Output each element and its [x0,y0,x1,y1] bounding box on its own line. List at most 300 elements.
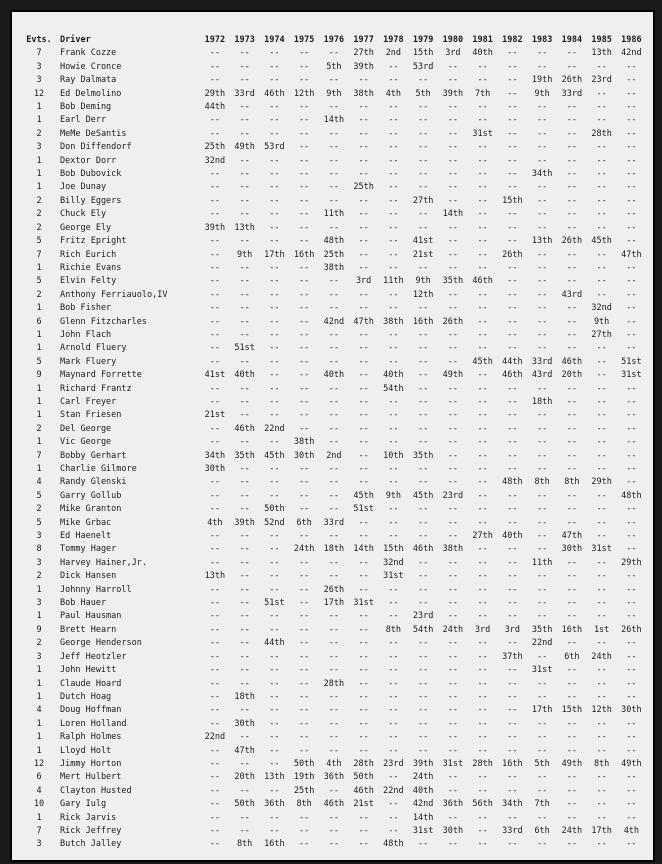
finish-cell: -- [418,303,429,314]
finish-cell: 17th [323,598,345,609]
events-cell: 3 [36,531,42,542]
finish-cell: -- [596,209,607,220]
finish-cell: -- [477,396,488,407]
finish-cell: -- [447,745,458,756]
finish-cell: -- [209,262,220,273]
finish-cell: -- [358,745,369,756]
finish-cell: 9th [415,276,431,287]
finish-cell: -- [447,464,458,474]
events-cell: 5 [36,517,42,528]
driver-name-cell: Rick Jarvis [60,812,117,823]
driver-name-cell: Loren Holland [60,718,127,729]
finish-cell: -- [477,464,488,474]
finish-cell: -- [269,825,280,836]
finish-cell: -- [239,544,250,555]
finish-cell: 30th [234,718,255,729]
finish-cell: -- [537,329,548,340]
header-year: 1974 [264,35,285,45]
finish-cell: -- [596,182,607,193]
finish-cell: -- [626,839,637,850]
finish-cell: 52nd [264,517,285,528]
table-row [22,731,646,744]
finish-cell: -- [388,504,399,515]
finish-cell: -- [507,48,518,59]
finish-cell: -- [537,222,548,233]
table-row [22,222,646,235]
finish-cell: -- [447,718,458,729]
finish-cell: 15th [502,195,523,206]
finish-cell: 9th [385,490,402,501]
finish-cell: -- [209,48,220,59]
finish-cell: -- [418,531,429,542]
header-year: 1983 [531,35,553,45]
driver-name-cell: John Flach [60,329,112,340]
finish-cell: -- [269,209,280,220]
finish-cell: -- [299,169,310,180]
driver-name-cell: Billy Eggers [60,195,122,206]
finish-cell: -- [477,410,488,421]
finish-cell: -- [299,182,310,193]
finish-cell: -- [209,584,220,595]
driver-name-cell: Jimmy Horton [60,758,122,769]
finish-cell: -- [299,61,310,72]
finish-cell: 8th [296,799,312,810]
table-row [22,409,646,422]
finish-cell: -- [269,195,280,206]
finish-cell: -- [239,410,250,421]
finish-cell: -- [477,289,488,300]
finish-cell: -- [388,155,399,166]
finish-cell: -- [566,169,577,180]
finish-cell: -- [418,732,429,743]
finish-cell: -- [537,691,548,702]
finish-cell: -- [418,423,429,434]
finish-cell: -- [328,423,339,434]
finish-cell: -- [447,102,458,113]
driver-name-cell: Mark Fluery [60,356,117,367]
finish-cell: -- [388,356,399,367]
finish-cell: -- [388,745,399,756]
events-cell: 1 [36,691,42,702]
finish-cell: 22nd [383,785,404,796]
finish-cell: -- [209,705,220,716]
finish-cell: -- [239,624,250,635]
finish-cell: -- [507,343,518,354]
finish-cell: 13th [234,222,255,233]
finish-cell: -- [239,182,250,193]
finish-cell: -- [566,262,577,273]
finish-cell: -- [388,329,399,340]
finish-cell: -- [239,571,250,582]
finish-cell: -- [269,718,280,729]
table-row [22,624,646,637]
finish-cell: -- [626,343,637,354]
finish-cell: -- [566,638,577,649]
finish-cell: -- [626,785,637,796]
finish-cell: -- [358,410,369,421]
header-year: 1986 [621,35,642,45]
driver-name-cell: Stan Friesen [60,410,122,421]
header-year: 1982 [502,35,523,45]
finish-cell: 13th [531,236,553,247]
finish-cell: -- [239,611,250,622]
events-cell: 3 [36,142,42,153]
table-row [22,476,646,489]
table-row [22,597,646,610]
finish-cell: 40th [502,531,523,542]
finish-cell: 23rd [442,490,464,501]
finish-cell: -- [596,665,607,676]
finish-cell: 41st [204,370,226,381]
finish-cell: 7th [474,88,491,99]
finish-cell: 4th [385,88,402,99]
finish-cell: -- [447,115,458,126]
finish-cell: -- [626,396,637,407]
finish-cell: 1st [593,624,610,635]
finish-cell: 20th [561,370,583,381]
finish-cell: -- [447,477,458,488]
finish-cell: -- [596,410,607,421]
finish-cell: -- [626,691,637,702]
finish-cell: -- [388,772,399,783]
finish-cell: -- [447,142,458,153]
finish-cell: -- [447,665,458,676]
events-cell: 3 [36,598,42,609]
finish-cell: -- [418,839,429,850]
finish-cell: -- [596,584,607,595]
finish-cell: 49th [234,142,255,153]
finish-cell: 50th [353,772,374,783]
finish-cell: -- [328,343,339,354]
finish-cell: -- [447,584,458,595]
finish-cell: -- [596,343,607,354]
finish-cell: -- [269,785,280,796]
finish-cell: -- [328,195,339,206]
finish-cell: -- [566,437,577,448]
finish-cell: -- [299,705,310,716]
finish-cell: 19th [293,772,315,783]
finish-cell: 22nd [531,638,553,649]
finish-cell: -- [269,490,280,501]
finish-cell: 24th [591,651,612,662]
finish-cell: -- [269,464,280,474]
driver-name-cell: Chuck Ely [60,209,107,220]
table-row [22,436,646,449]
table-row [22,128,646,141]
finish-cell: 47th [353,316,374,327]
finish-cell: -- [566,102,577,113]
table-row [22,101,646,114]
finish-cell: -- [299,651,310,662]
events-cell: 3 [36,61,42,72]
finish-cell: -- [358,383,369,394]
finish-cell: -- [299,839,310,850]
finish-cell: -- [507,611,518,622]
finish-cell: -- [507,75,518,86]
finish-cell: -- [239,477,250,488]
finish-cell: -- [596,88,607,99]
driver-name-cell: Bob Dubovick [60,169,122,180]
events-cell: 2 [36,209,42,220]
finish-cell: 46th [502,370,523,381]
table-row [22,155,646,168]
events-cell: 1 [36,396,42,407]
finish-cell: -- [477,329,488,340]
finish-cell: -- [447,396,458,407]
finish-cell: -- [388,678,399,689]
table-row [22,47,646,60]
table-row [22,543,646,556]
driver-name-cell: Johnny Harroll [60,584,132,595]
finish-cell: -- [566,329,577,340]
finish-cell: -- [507,329,518,340]
finish-cell: 8th [236,839,253,850]
finish-cell: 38th [383,316,404,327]
finish-cell: -- [388,142,399,153]
finish-cell: -- [447,678,458,689]
finish-cell: -- [418,182,429,193]
finish-cell: -- [239,128,250,139]
finish-cell: -- [209,477,220,488]
header-year: 1972 [204,35,226,45]
finish-cell: -- [328,155,339,166]
finish-cell: -- [447,169,458,180]
events-cell: 10 [33,799,45,810]
finish-cell: -- [239,705,250,716]
finish-cell: -- [477,678,488,689]
finish-cell: -- [269,383,280,394]
driver-name-cell: Tommy Hager [60,544,117,555]
finish-cell: -- [626,437,637,448]
events-cell: 7 [36,825,42,836]
finish-cell: -- [626,638,637,649]
finish-cell: 50th [264,504,285,515]
driver-name-cell: Richard Frantz [60,383,132,394]
finish-cell: -- [566,450,577,461]
finish-cell: 26th [442,316,464,327]
finish-cell: 6th [534,825,550,836]
driver-name-cell: Dick Hansen [60,571,117,582]
finish-cell: -- [566,195,577,206]
events-cell: 1 [36,155,42,166]
finish-cell: -- [596,638,607,649]
finish-cell: -- [299,410,310,421]
finish-cell: -- [239,504,250,515]
finish-cell: -- [328,464,339,474]
finish-cell: 26th [561,236,583,247]
table-row [22,637,646,650]
finish-cell: -- [239,665,250,676]
finish-cell: -- [447,437,458,448]
finish-cell: -- [477,732,488,743]
finish-cell: -- [328,396,339,407]
driver-name-cell: Dextor Dorr [60,155,117,166]
finish-cell: -- [537,303,548,314]
finish-cell: -- [418,665,429,676]
finish-cell: -- [299,691,310,702]
finish-cell: 31st [412,825,434,836]
finish-cell: -- [566,665,577,676]
finish-cell: -- [418,329,429,340]
finish-cell: 24th [412,772,434,783]
finish-cell: 49th [561,758,583,769]
driver-name-cell: Garry Gollub [60,490,122,501]
finish-cell: -- [269,102,280,113]
finish-cell: -- [328,356,339,367]
finish-cell: -- [299,611,310,622]
finish-cell: -- [269,651,280,662]
finish-cell: -- [358,370,369,381]
finish-cell: -- [299,396,310,407]
finish-cell: -- [596,718,607,729]
finish-cell: -- [596,396,607,407]
table-row [22,369,646,382]
finish-cell: -- [596,195,607,206]
finish-cell: 50th [234,799,255,810]
finish-cell: 31st [531,665,553,676]
finish-cell: -- [239,557,250,568]
events-cell: 1 [36,169,42,180]
finish-cell: 13th [264,772,285,783]
finish-cell: -- [626,464,637,474]
finish-cell: -- [626,75,637,86]
finish-cell: -- [537,209,548,220]
finish-cell: 3rd [474,624,491,635]
finish-cell: -- [418,356,429,367]
finish-cell: -- [209,691,220,702]
finish-cell: 48th [502,477,523,488]
table-row [22,195,646,208]
table-header-row [22,34,646,47]
finish-cell: -- [626,209,637,220]
finish-cell: -- [299,598,310,609]
driver-name-cell: Don Diffendorf [60,142,132,153]
finish-cell: -- [507,732,518,743]
header-year: 1976 [323,35,345,45]
finish-cell: -- [507,437,518,448]
finish-cell: -- [537,316,548,327]
finish-cell: -- [209,182,220,193]
events-cell: 2 [36,423,42,434]
finish-cell: 28th [591,128,612,139]
finish-cell: -- [299,155,310,166]
finish-cell: -- [388,61,399,72]
finish-cell: -- [566,209,577,220]
finish-cell: 14th [442,209,464,220]
finish-cell: -- [596,383,607,394]
events-cell: 1 [36,464,42,474]
finish-cell: -- [507,544,518,555]
finish-cell: -- [596,490,607,501]
finish-cell: -- [388,222,399,233]
table-row [22,114,646,127]
finish-cell: 33rd [531,356,553,367]
finish-cell: -- [269,115,280,126]
finish-cell: -- [388,343,399,354]
finish-cell: -- [447,839,458,850]
finish-cell: -- [358,812,369,823]
finish-cell: 30th [561,544,583,555]
finish-cell: -- [596,289,607,300]
finish-cell: -- [477,557,488,568]
finish-cell: -- [358,356,369,367]
events-cell: 1 [36,102,42,113]
finish-cell: 35th [412,450,434,461]
finish-cell: -- [626,732,637,743]
finish-cell: -- [209,343,220,354]
finish-cell: -- [596,517,607,528]
finish-cell: -- [507,182,518,193]
finish-cell: -- [477,544,488,555]
finish-cell: -- [507,222,518,233]
finish-cell: -- [447,356,458,367]
finish-cell: 36th [442,799,464,810]
finish-cell: -- [239,115,250,126]
finish-cell: -- [418,718,429,729]
finish-cell: -- [447,195,458,206]
finish-cell: 22nd [264,423,285,434]
finish-cell: -- [566,182,577,193]
finish-cell: -- [358,705,369,716]
finish-cell: -- [239,356,250,367]
finish-cell: -- [447,785,458,796]
finish-cell: -- [299,289,310,300]
finish-cell: -- [537,490,548,501]
finish-cell: -- [239,678,250,689]
finish-cell: -- [269,370,280,381]
driver-name-cell: Mike Granton [60,504,122,515]
finish-cell: -- [418,557,429,568]
finish-cell: -- [596,423,607,434]
table-row [22,423,646,436]
finish-cell: -- [447,812,458,823]
events-cell: 1 [36,115,42,126]
finish-cell: -- [418,678,429,689]
finish-cell: -- [239,262,250,273]
finish-cell: -- [239,490,250,501]
driver-name-cell: Howie Cronce [60,61,122,72]
finish-cell: -- [447,128,458,139]
finish-cell: -- [477,651,488,662]
finish-cell: -- [477,383,488,394]
finish-cell: -- [447,61,458,72]
finish-cell: -- [209,316,220,327]
finish-cell: 26th [621,624,642,635]
finish-cell: 15th [561,705,583,716]
finish-cell: -- [269,396,280,407]
finish-cell: -- [239,584,250,595]
finish-cell: -- [507,383,518,394]
finish-cell: -- [418,745,429,756]
header-year: 1973 [234,35,255,45]
finish-cell: -- [418,370,429,381]
finish-cell: 46th [353,785,374,796]
finish-cell: -- [328,289,339,300]
finish-cell: -- [477,705,488,716]
finish-cell: -- [269,691,280,702]
finish-cell: -- [328,571,339,582]
finish-cell: -- [299,464,310,474]
finish-cell: -- [537,343,548,354]
finish-cell: 38th [293,437,315,448]
finish-cell: -- [537,504,548,515]
finish-cell: -- [596,839,607,850]
finish-cell: 44th [204,102,226,113]
finish-cell: -- [507,839,518,850]
finish-cell: -- [269,303,280,314]
finish-cell: -- [209,651,220,662]
finish-cell: -- [477,611,488,622]
